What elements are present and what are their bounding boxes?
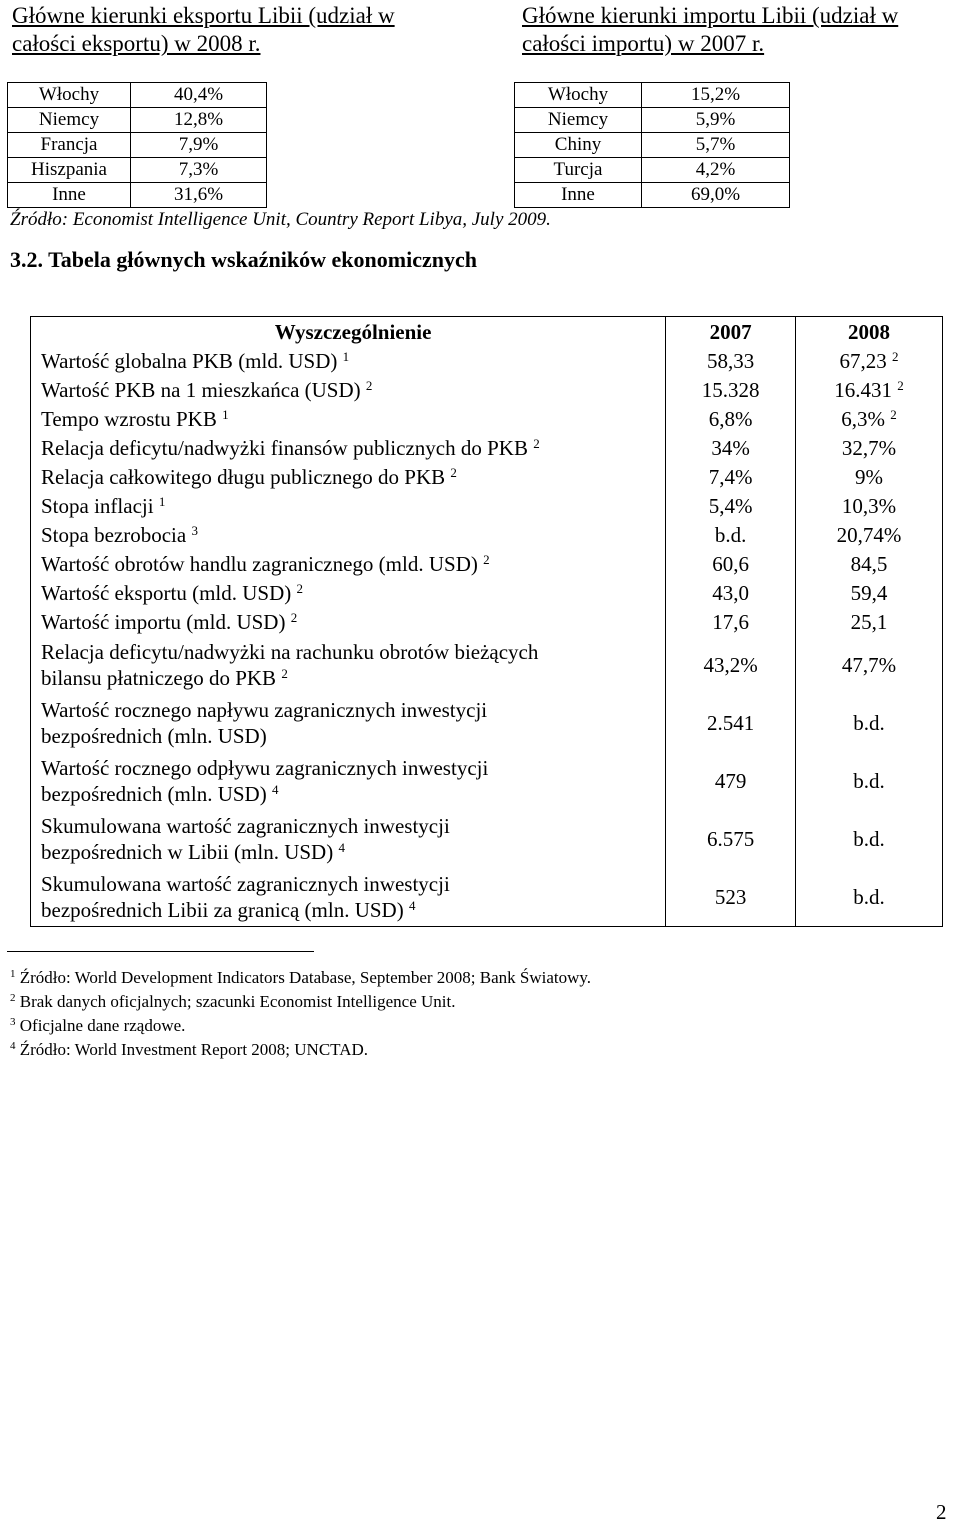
header-label: Wyszczególnienie <box>31 317 666 347</box>
indicator-label <box>31 549 666 578</box>
country-cell: Włochy <box>515 83 642 108</box>
indicator-label-text: Wartość eksportu (mld. USD) <box>41 580 292 605</box>
import-heading <box>522 2 898 58</box>
value-2007 <box>666 578 796 607</box>
value-2007: 523 <box>666 868 796 927</box>
value-2007-text: 17,6 <box>712 609 750 634</box>
table-row <box>31 549 943 578</box>
table-row <box>515 133 790 158</box>
value-2008-text: 25,1 <box>850 609 888 634</box>
indicator-label-line1: Skumulowana wartość zagranicznych inwestycji <box>41 814 450 838</box>
superscript: 2 <box>365 377 373 393</box>
value-2008 <box>796 607 943 636</box>
value-2008-text: 10,3% <box>841 493 897 518</box>
table-row <box>8 108 267 133</box>
export-heading-line1: Główne kierunki eksportu Libii (udział w <box>12 3 395 28</box>
indicator-label <box>31 433 666 462</box>
superscript: 1 <box>222 406 229 422</box>
table-row <box>515 183 790 208</box>
table-row <box>31 404 943 433</box>
share-cell: 69,0% <box>642 183 790 208</box>
value-2008-text: 9% <box>855 464 884 489</box>
value-2008-text: 20,74% <box>836 522 902 547</box>
indicator-label-text: Stopa bezrobocia <box>41 522 187 547</box>
country-cell: Turcja <box>515 158 642 183</box>
superscript: 2 <box>890 406 897 422</box>
value-2008 <box>796 549 943 578</box>
share-cell: 15,2% <box>642 83 790 108</box>
country-cell: Włochy <box>8 83 131 108</box>
value-2008: 47,7% <box>796 636 943 694</box>
footnote <box>10 966 591 990</box>
footnote-number: 2 <box>10 992 16 1004</box>
indicator-label-line2: bezpośrednich (mln. USD) <box>41 724 267 748</box>
share-cell: 40,4% <box>131 83 267 108</box>
indicator-label-text: Wartość importu (mld. USD) <box>41 609 286 634</box>
table-row <box>8 83 267 108</box>
table-row <box>31 375 943 404</box>
indicator-label-line2-wrap <box>41 781 665 807</box>
value-2008 <box>796 491 943 520</box>
table-row <box>515 108 790 133</box>
indicator-label-line1: Skumulowana wartość zagranicznych inwestycji <box>41 872 450 896</box>
value-2007 <box>666 549 796 578</box>
indicator-label <box>31 868 666 927</box>
footnote-number: 3 <box>10 1016 16 1028</box>
indicator-label-line1: Wartość rocznego napływu zagranicznych inwestycji <box>41 698 488 722</box>
value-2008-text: 6,3% <box>841 406 886 431</box>
value-2007-text: 43,0 <box>712 580 750 605</box>
indicator-label-text: Wartość globalna PKB (mld. USD) <box>41 348 338 373</box>
footnote-text: Źródło: World Development Indicators Database, September 2008; Bank Światowy. <box>19 968 592 987</box>
trade-source-note: Źródło: Economist Intelligence Unit, Country Report Libya, July 2009. <box>10 209 551 230</box>
value-2007-text: b.d. <box>714 522 747 547</box>
superscript: 4 <box>271 782 279 797</box>
footnote-number: 1 <box>10 968 16 980</box>
value-2008: b.d. <box>796 810 943 868</box>
superscript: 2 <box>281 666 288 681</box>
value-2008 <box>796 578 943 607</box>
value-2007 <box>666 375 796 404</box>
header-2008: 2008 <box>796 317 943 347</box>
value-2007: 43,2% <box>666 636 796 694</box>
table-header-row <box>31 317 943 347</box>
indicator-label-text: Relacja deficytu/nadwyżki finansów publicznych do PKB <box>41 435 528 460</box>
indicator-label <box>31 462 666 491</box>
indicator-label <box>31 636 666 694</box>
value-2007: 479 <box>666 752 796 810</box>
footnote-divider <box>7 951 314 952</box>
indicators-table <box>30 316 943 927</box>
value-2007: 6.575 <box>666 810 796 868</box>
value-2008 <box>796 346 943 375</box>
table-row <box>31 433 943 462</box>
indicator-label-line2: bezpośrednich Libii za granicą (mln. USD) <box>41 898 404 922</box>
indicator-label <box>31 491 666 520</box>
table-row <box>31 520 943 549</box>
footnote <box>10 990 591 1014</box>
country-cell: Niemcy <box>515 108 642 133</box>
value-2008 <box>796 375 943 404</box>
share-cell: 7,9% <box>131 133 267 158</box>
value-2007: 2.541 <box>666 694 796 752</box>
country-cell: Chiny <box>515 133 642 158</box>
value-2008-text: 67,23 <box>839 348 887 373</box>
import-table <box>514 82 790 208</box>
import-heading-line1: Główne kierunki importu Libii (udział w <box>522 3 899 28</box>
value-2008 <box>796 404 943 433</box>
value-2007 <box>666 462 796 491</box>
value-2007-text: 5,4% <box>708 493 753 518</box>
country-cell: Niemcy <box>8 108 131 133</box>
table-row <box>31 346 943 375</box>
footnote-text: Oficjalne dane rządowe. <box>19 1016 186 1035</box>
value-2008: b.d. <box>796 694 943 752</box>
value-2008 <box>796 520 943 549</box>
indicator-label <box>31 520 666 549</box>
value-2008-text: 84,5 <box>850 551 888 576</box>
section-title: 3.2. Tabela głównych wskaźników ekonomicznych <box>10 247 477 272</box>
indicator-label <box>31 404 666 433</box>
table-row <box>515 83 790 108</box>
export-heading-line2: całości eksportu) w 2008 r. <box>12 31 261 56</box>
country-cell: Hiszpania <box>8 158 131 183</box>
table-row <box>31 752 943 810</box>
value-2007 <box>666 404 796 433</box>
export-heading <box>12 2 395 58</box>
export-table <box>7 82 267 208</box>
indicator-label-line2-wrap <box>41 665 665 691</box>
indicator-label-line1: Relacja deficytu/nadwyżki na rachunku obrotów bieżących <box>41 640 539 664</box>
superscript: 2 <box>533 435 540 451</box>
superscript: 2 <box>296 580 304 596</box>
country-cell: Francja <box>8 133 131 158</box>
country-cell: Inne <box>8 183 131 208</box>
value-2007-text: 15.328 <box>701 377 760 402</box>
indicator-label-line2-wrap <box>41 839 665 865</box>
value-2007-text: 34% <box>711 435 750 460</box>
value-2008 <box>796 462 943 491</box>
indicator-label <box>31 346 666 375</box>
table-row <box>31 868 943 927</box>
table-row <box>515 158 790 183</box>
indicator-label-line2: bezpośrednich (mln. USD) <box>41 782 267 806</box>
indicator-label-text: Wartość obrotów handlu zagranicznego (mld. USD) <box>41 551 478 576</box>
share-cell: 31,6% <box>131 183 267 208</box>
share-cell: 4,2% <box>642 158 790 183</box>
header-2007: 2007 <box>666 317 796 347</box>
table-row <box>8 158 267 183</box>
value-2007-text: 58,33 <box>707 348 755 373</box>
table-row <box>31 491 943 520</box>
value-2008: b.d. <box>796 868 943 927</box>
indicator-label <box>31 752 666 810</box>
indicator-label-line2-wrap <box>41 897 665 923</box>
table-row <box>31 810 943 868</box>
footnote-number: 4 <box>10 1040 16 1052</box>
table-row <box>31 607 943 636</box>
superscript: 4 <box>338 840 345 855</box>
footnote <box>10 1014 591 1038</box>
table-row <box>8 183 267 208</box>
share-cell: 12,8% <box>131 108 267 133</box>
table-row <box>8 133 267 158</box>
superscript: 1 <box>158 493 166 509</box>
import-heading-line2: całości importu) w 2007 r. <box>522 31 765 56</box>
indicator-label-line2-wrap <box>41 723 665 749</box>
superscript: 2 <box>897 377 904 393</box>
indicator-label-text: Wartość PKB na 1 mieszkańca (USD) <box>41 377 361 402</box>
country-cell: Inne <box>515 183 642 208</box>
footnote-text: Źródło: World Investment Report 2008; UNCTAD. <box>19 1040 369 1059</box>
value-2007-text: 7,4% <box>708 464 753 489</box>
indicator-label-text: Tempo wzrostu PKB <box>41 406 217 431</box>
indicator-label-text: Stopa inflacji <box>41 493 154 518</box>
indicator-label <box>31 694 666 752</box>
table-row <box>31 578 943 607</box>
value-2007 <box>666 491 796 520</box>
value-2007-text: 60,6 <box>712 551 750 576</box>
value-2008-text: 59,4 <box>850 580 888 605</box>
indicator-label-line2: bezpośrednich w Libii (mln. USD) <box>41 840 334 864</box>
share-cell: 5,9% <box>642 108 790 133</box>
indicator-label <box>31 375 666 404</box>
value-2007 <box>666 346 796 375</box>
indicator-label <box>31 578 666 607</box>
superscript: 2 <box>450 464 457 480</box>
share-cell: 7,3% <box>131 158 267 183</box>
footnote-text: Brak danych oficjalnych; szacunki Economist Intelligence Unit. <box>19 992 456 1011</box>
indicator-label <box>31 607 666 636</box>
value-2007 <box>666 607 796 636</box>
superscript: 4 <box>408 898 416 913</box>
footnotes <box>10 966 591 1062</box>
value-2007-text: 6,8% <box>708 406 753 431</box>
indicator-label <box>31 810 666 868</box>
share-cell: 5,7% <box>642 133 790 158</box>
superscript: 3 <box>191 522 198 538</box>
superscript: 2 <box>290 609 298 625</box>
table-row <box>31 694 943 752</box>
indicator-label-line2: bilansu płatniczego do PKB <box>41 666 277 690</box>
superscript: 2 <box>892 348 899 364</box>
table-row <box>31 462 943 491</box>
value-2008-text: 32,7% <box>841 435 897 460</box>
indicator-label-line1: Wartość rocznego odpływu zagranicznych inwestycji <box>41 756 489 780</box>
value-2008 <box>796 433 943 462</box>
value-2007 <box>666 520 796 549</box>
value-2007 <box>666 433 796 462</box>
value-2008: b.d. <box>796 752 943 810</box>
value-2008-text: 16.431 <box>834 377 893 402</box>
superscript: 1 <box>342 348 350 364</box>
indicator-label-text: Relacja całkowitego długu publicznego do PKB <box>41 464 446 489</box>
page-number: 2 <box>936 1500 947 1524</box>
footnote <box>10 1038 591 1062</box>
table-row <box>31 636 943 694</box>
superscript: 2 <box>483 551 490 567</box>
